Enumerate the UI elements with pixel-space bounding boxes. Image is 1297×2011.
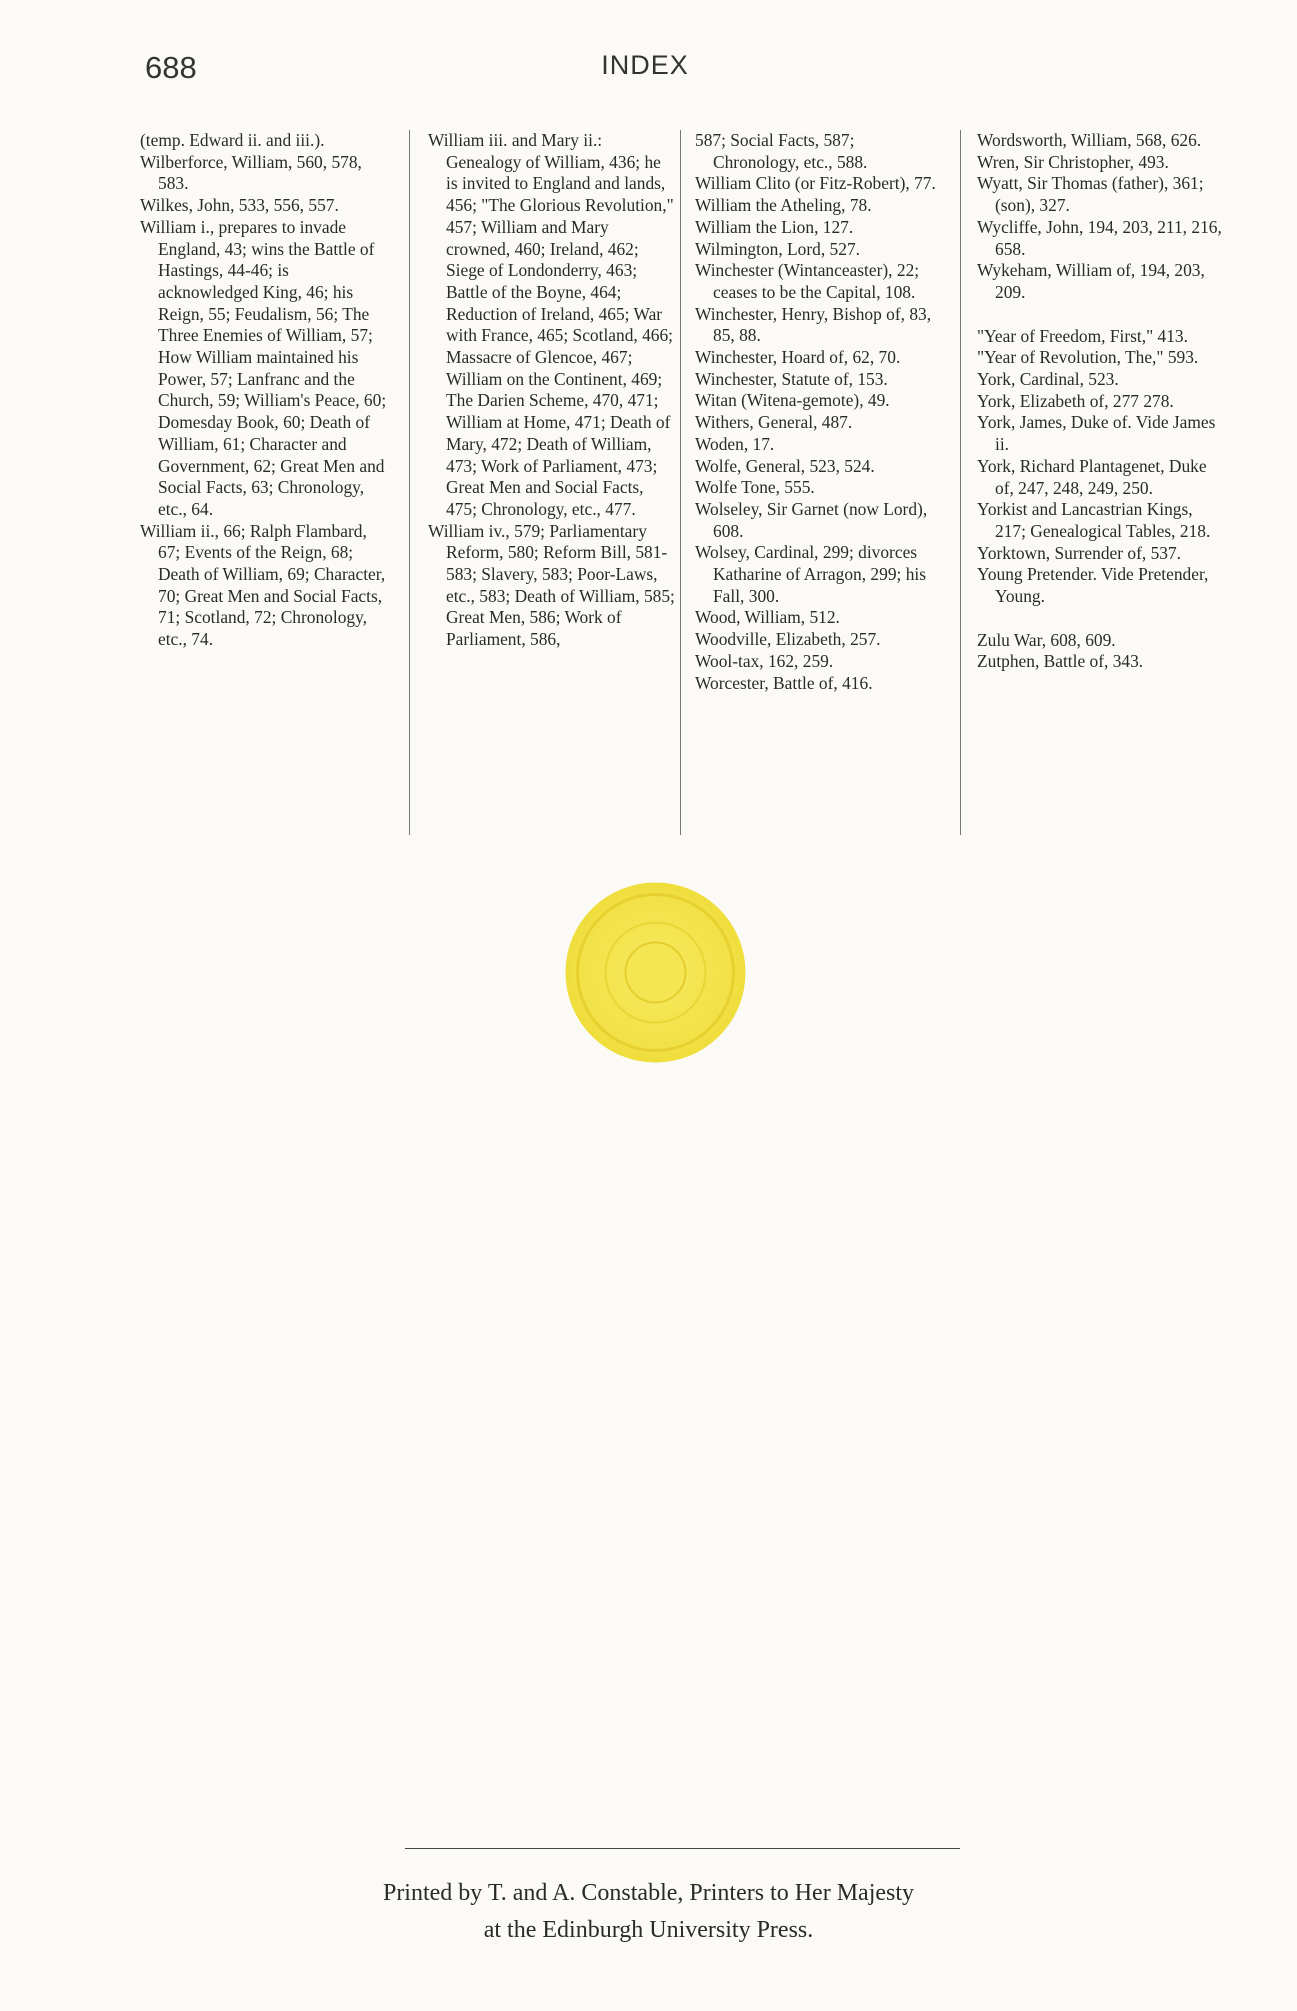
index-entry: York, James, Duke of. Vide James ii. [977,412,1216,455]
running-head: INDEX [601,50,689,80]
index-entry: Worcester, Battle of, 416. [695,672,873,693]
index-entry: Winchester, Hoard of, 62, 70. [695,347,901,368]
index-entry: (temp. Edward ii. and iii.). [140,130,325,150]
page-header [145,50,1145,90]
index-entry: Wood, William, 512. [695,607,840,628]
index-entry: William ii., 66; Ralph Flambard, 67; Events of the Reign, 68; Death of William, 69; Character, 70; Great Men and Social Facts, 71; Scotland, 72; Chronology, etc., 74. [140,520,386,650]
index-entry: Withers, General, 487. [695,412,853,433]
index-entry: Winchester, Henry, Bishop of, 83, 85, 88. [695,303,932,346]
index-column-4 [977,130,1225,673]
index-entry: William the Atheling, 78. [695,195,872,216]
column-divider [680,130,681,835]
library-seal-stamp [563,880,748,1065]
index-entry: William i., prepares to invade England, 43; wins the Battle of Hastings, 44-46; is acknowledged King, 46; his Reign, 55; Feudalism, 56; The Three Enemies of William, 57; How William maintained his Power, 57; Lanfranc and the Church, 59; William's Peace, 60; Domesday Book, 60; Death of William, 61; Character and Government, 62; Great Men and Social Facts, 63; Chronology, etc., 64. [140,216,387,519]
index-entry: Wolsey, Cardinal, 299; divorces Katharine of Arragon, 299; his Fall, 300. [695,542,926,606]
index-entry: Young Pretender. Vide Pretender, Young. [977,564,1209,607]
footer-rule [405,1848,960,1849]
index-entry: Zulu War, 608, 609. [977,629,1116,650]
page-number: 688 [145,50,197,85]
index-entry: Wolfe Tone, 555. [695,477,815,498]
printer-imprint-line-2: at the Edinburgh University Press. [483,1917,814,1943]
index-entry: "Year of Freedom, First," 413. [977,325,1188,346]
index-entry: Wilberforce, William, 560, 578, 583. [140,151,362,194]
index-entry: York, Elizabeth of, 277 278. [977,390,1174,411]
index-entry: York, Cardinal, 523. [977,369,1119,390]
index-entry: Wool-tax, 162, 259. [695,650,834,671]
index-entry: Wolfe, General, 523, 524. [695,455,875,476]
index-entry: William Clito (or Fitz-Robert), 77. [695,173,936,194]
column-divider [409,130,410,835]
index-entry: William iv., 579; Parliamentary Reform, 580; Reform Bill, 581-583; Slavery, 583; Poor-Laws, etc., 583; Death of William, 585; Great Men, 586; Work of Parliament, 586, [428,520,675,650]
index-entry: Wordsworth, William, 568, 626. [977,130,1202,150]
index-entry: 587; Social Facts, 587; Chronology, etc., 588. [695,130,868,172]
index-entry: Wycliffe, John, 194, 203, 211, 216, 658. [977,216,1222,259]
index-entry: Wilkes, John, 533, 556, 557. [140,195,339,216]
index-entry: Winchester (Wintanceaster), 22; ceases to be the Capital, 108. [695,260,920,302]
index-entry: Wren, Sir Christopher, 493. [977,151,1169,172]
index-entry: Yorkist and Lancastrian Kings, 217; Genealogical Tables, 218. [977,499,1211,541]
index-column-1 [140,130,388,651]
index-entry: "Year of Revolution, The," 593. [977,347,1199,368]
index-entry: Woden, 17. [695,433,775,454]
index-entry: Woodville, Elizabeth, 257. [695,629,881,650]
index-entry: Wilmington, Lord, 527. [695,238,860,259]
index-entry: Yorktown, Surrender of, 537. [977,542,1182,563]
index-entry: Wyatt, Sir Thomas (father), 361; (son), 327. [977,173,1204,216]
index-entry: Wykeham, William of, 194, 203, 209. [977,260,1205,302]
printer-imprint-line-1: Printed by T. and A. Constable, Printers to Her Majesty [382,1880,915,1906]
index-entry: Zutphen, Battle of, 343. [977,651,1144,672]
index-entry: Wolseley, Sir Garnet (now Lord), 608. [695,498,928,541]
index-entry: William the Lion, 127. [695,216,854,237]
index-entry: William iii. and Mary ii.: Genealogy of William, 436; he is invited to England and lands, 456; "The Glorious Revolution," 457; William and Mary crowned, 460; Ireland, 462; Siege of Londonderry, 463; Battle of the Boyne, 464; Reduction of Ireland, 465; War with France, 465; Scotland, 466; Massacre of Glencoe, 467; William on the Continent, 469; The Darien Scheme, 470, 471; William at Home, 471; Death of Mary, 472; Death of William, 473; Work of Parliament, 473; Great Men and Social Facts, 475; Chronology, etc., 477. [428,130,674,519]
index-entry: Witan (Witena-gemote), 49. [695,390,890,411]
index-entry: Winchester, Statute of, 153. [695,368,888,389]
index-column-2 [428,130,676,651]
index-entry: York, Richard Plantagenet, Duke of, 247, 248, 249, 250. [977,455,1207,498]
index-columns [140,130,1225,850]
index-column-3 [695,130,943,694]
column-divider [960,130,961,835]
seal-center [626,943,686,1003]
